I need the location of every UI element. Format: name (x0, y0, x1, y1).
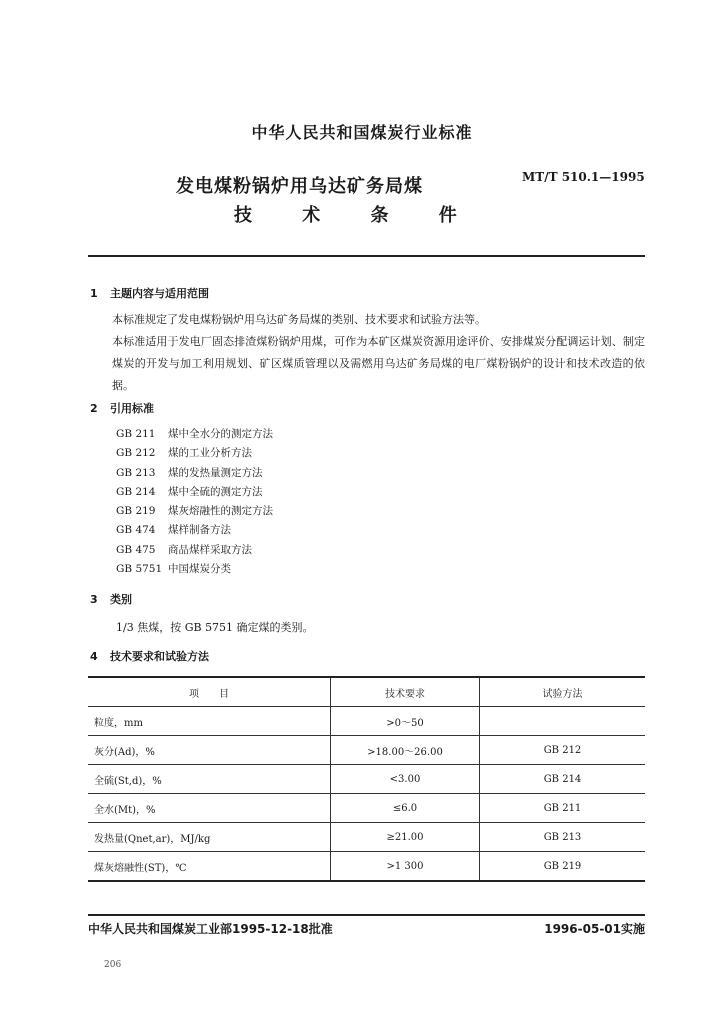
reference-name: 中国煤炭分类 (168, 563, 231, 576)
method-cell: GB 214 (480, 765, 646, 794)
footer-divider (88, 914, 645, 916)
document-subtitle: 技 术 条 件 (234, 205, 479, 226)
section-title: 技术要求和试验方法 (110, 650, 209, 663)
reference-name: 煤的工业分析方法 (168, 447, 252, 460)
reference-list (116, 425, 273, 579)
reference-name: 商品煤样采取方法 (168, 543, 252, 556)
table-row (88, 707, 645, 736)
requirement-cell: >0～50 (331, 707, 480, 736)
method-cell: GB 213 (480, 823, 646, 852)
method-cell: GB 219 (480, 852, 646, 882)
item-cell: 粒度，mm (88, 707, 331, 736)
reference-code: GB 474 (116, 524, 156, 537)
reference-code: GB 213 (116, 466, 156, 479)
paragraph: 本标准规定了发电煤粉锅炉用乌达矿务局煤的类别、技术要求和试验方法等。 (112, 313, 486, 326)
reference-name: 煤的发热量测定方法 (168, 466, 263, 479)
issuing-organization: 中华人民共和国煤炭行业标准 (251, 123, 473, 142)
reference-item (116, 464, 273, 483)
reference-name: 煤中全水分的测定方法 (168, 428, 273, 440)
reference-item (116, 560, 273, 579)
reference-code: GB 475 (116, 543, 156, 556)
section-4-heading (90, 648, 209, 664)
reference-code: GB 212 (116, 447, 156, 460)
document-title: 发电煤粉锅炉用乌达矿务局煤 (176, 176, 423, 197)
technical-requirements-table (88, 676, 645, 882)
reference-code: GB 211 (116, 428, 156, 440)
paragraph: 本标准适用于发电厂固态排渣煤粉锅炉用煤，可作为本矿区煤炭资源用途评价、安排煤炭分配调运计划、制定煤炭的开发与加工利用规划、矿区煤质管理以及需燃用乌达矿务局煤的电厂煤粉锅炉的设计和技术改造的依据。 (112, 335, 645, 392)
section-2-heading (90, 400, 154, 416)
reference-name: 煤灰熔融性的测定方法 (168, 505, 273, 518)
section-1-body (90, 309, 645, 397)
table-header-row (88, 677, 645, 707)
section-number: 2 (90, 402, 98, 415)
approval-line: 中华人民共和国煤炭工业部1995-12-18批准 (88, 922, 333, 936)
item-cell: 煤灰熔融性(ST)，℃ (88, 852, 331, 882)
reference-code: GB 219 (116, 505, 156, 518)
table-row (88, 794, 645, 823)
item-cell: 灰分(Ad)，% (88, 736, 331, 765)
table-row (88, 852, 645, 882)
reference-item (116, 541, 273, 560)
reference-item (116, 444, 273, 463)
effective-date: 1996-05-01实施 (544, 922, 645, 936)
column-header-item: 项 目 (88, 677, 331, 707)
requirement-cell: ≥21.00 (331, 823, 480, 852)
section-title: 类别 (110, 593, 132, 606)
reference-name: 煤中全硫的测定方法 (168, 485, 263, 498)
requirement-cell: >18.00～26.00 (331, 736, 480, 765)
reference-item (116, 502, 273, 521)
reference-code: GB 5751 (116, 563, 163, 576)
section-3-heading (90, 591, 132, 607)
section-number: 4 (90, 650, 98, 663)
requirement-cell: >1 300 (331, 852, 480, 882)
method-cell (480, 707, 646, 736)
reference-item (116, 521, 273, 540)
reference-name: 煤样制备方法 (168, 524, 231, 537)
page-number: 206 (104, 960, 122, 970)
section-1-heading (90, 285, 209, 301)
requirement-cell: ≤6.0 (331, 794, 480, 823)
method-cell: GB 212 (480, 736, 646, 765)
section-number: 3 (90, 593, 98, 606)
section-number: 1 (90, 287, 98, 300)
section-title: 主题内容与适用范围 (110, 287, 209, 300)
column-header-method: 试验方法 (480, 677, 646, 707)
header-divider (88, 255, 645, 257)
section-title: 引用标准 (110, 402, 154, 415)
item-cell: 全水(Mt)，% (88, 794, 331, 823)
item-cell: 全硫(St,d)，% (88, 765, 331, 794)
table-row (88, 736, 645, 765)
column-header-requirement: 技术要求 (331, 677, 480, 707)
method-cell: GB 211 (480, 794, 646, 823)
standard-code: MT/T 510.1—1995 (522, 170, 645, 184)
reference-code: GB 214 (116, 485, 156, 498)
reference-item (116, 483, 273, 502)
item-cell: 发热量(Qnet,ar)，MJ/kg (88, 823, 331, 852)
table-row (88, 823, 645, 852)
table-row (88, 765, 645, 794)
category-text: 1/3 焦煤，按 GB 5751 确定煤的类别。 (116, 621, 314, 634)
reference-item (116, 425, 273, 444)
requirement-cell: <3.00 (331, 765, 480, 794)
